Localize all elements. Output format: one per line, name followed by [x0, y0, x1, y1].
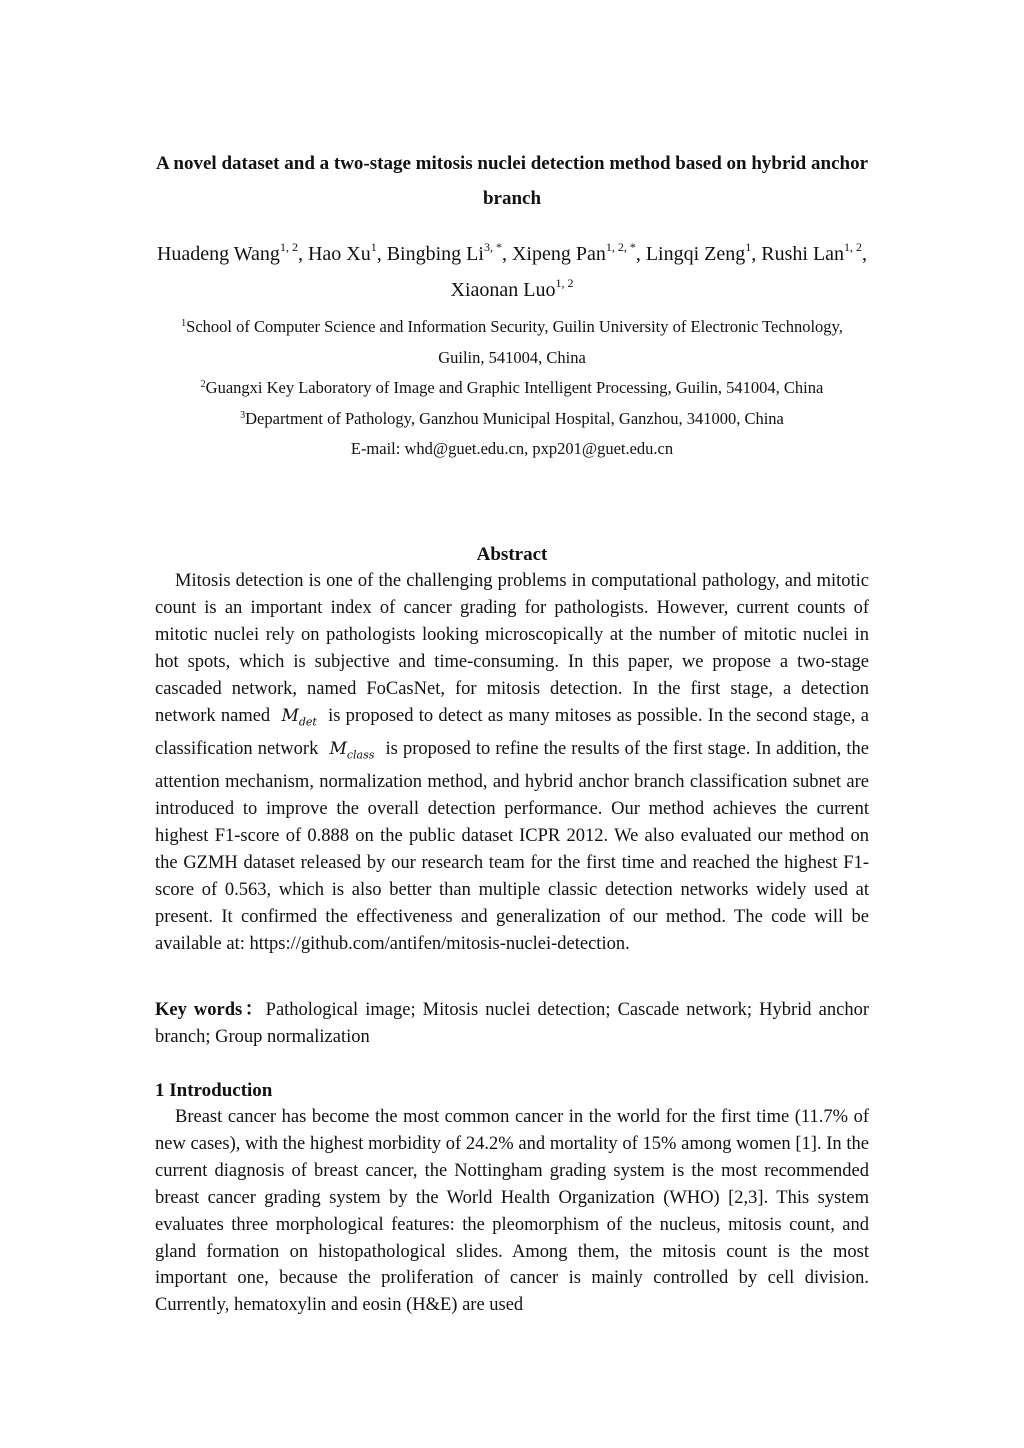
contact-email: E-mail: whd@guet.edu.cn, pxp201@guet.edu.cn [350, 439, 674, 458]
abstract-heading: Abstract [476, 544, 548, 565]
author: Xiaonan Luo$^{1, 2}$ [450, 276, 574, 301]
paper-title: A novel dataset and a two-stage mitosis nuclei detection method based on hybrid anchor branch [156, 153, 868, 209]
math-m-det: $M_{det}$ [281, 705, 317, 728]
affiliation-2: $^2$Guangxi Key Laboratory of Image and Graphic Intelligent Processing, Guilin, 541004, China [200, 378, 824, 397]
author: Xipeng Pan$^{1, 2, *}$, [511, 240, 646, 265]
affiliation-3: $^3$Department of Pathology, Ganzhou Municipal Hospital, Ganzhou, 341000, China [240, 409, 784, 428]
math-m-class: $M_{class}$ [329, 738, 375, 762]
section-heading-introduction: 1 Introduction [155, 1080, 273, 1101]
author: Hao Xu$^1$, [307, 240, 387, 265]
introduction-text: Breast cancer has become the most common cancer in the world for the first time (11.7% of new cases), with the highest morbidity of 24.2% and mortality of 15% among women [1]. In the current diagnosis of breast cancer, the Nottingham grading system is the most recommended breast cancer grading system by the World Health Organization (WHO) [2,3]. This system evaluates three morphological features: the pleomorphism of the nucleus, mitosis count, and gland formation on histopathological slides. Among them, the mitosis count is the most important one, because the proliferation of cancer is mainly controlled by cell division. Currently, hematoxylin and eosin (H&E) are used [155, 1107, 869, 1316]
affiliation-1: $^1$School of Computer Science and Information Security, Guilin University of Electronic Technology, Guilin, 541004, China [181, 317, 843, 367]
keywords-label: Key words： [155, 1000, 266, 1020]
abstract-text: Mitosis detection is one of the challenging problems in computational pathology, and mitotic count is an important index of cancer grading for pathologists. However, current counts of mitotic nuclei rely on pathologists looking microscopically at the number of mitotic nuclei in hot spots, which is subjective and time-consuming. In this paper, we propose a two-stage cascaded network, named FoCasNet, for mitosis detection. In the first stage, a detection network named $M_{det}$ is proposed to detect as many mitoses as possible. In the second stage, a classification network $M_{class}$ is proposed to refine the results of the first stage. In addition, the attention mechanism, normalization method, and hybrid anchor branch classification subnet are introduced to improve the overall detection performance. Our method achieves the current highest F1-score of 0.888 on the public dataset ICPR 2012. We also evaluated our method on the GZMH dataset released by our research team for the first time and reached the highest F1-score of 0.563, which is also better than multiple classic detection networks widely used at present. It confirmed the effectiveness and generalization of our method. The code will be available at: https://github.com/antifen/mitosis-nuclei-detection. [155, 571, 870, 954]
author-list [150, 236, 874, 308]
author: Huadeng Wang$^{1, 2}$, [156, 240, 308, 265]
author: Rushi Lan$^{1, 2}$, [761, 240, 868, 265]
author: Bingbing $Li^{3, *}$, [386, 240, 512, 265]
author: Lingqi Zeng$^1$, [645, 240, 762, 265]
keywords-text: Pathological image; Mitosis nuclei detection; Cascade network; Hybrid anchor branch; Group normalization [155, 1000, 869, 1047]
keywords [155, 997, 869, 1051]
